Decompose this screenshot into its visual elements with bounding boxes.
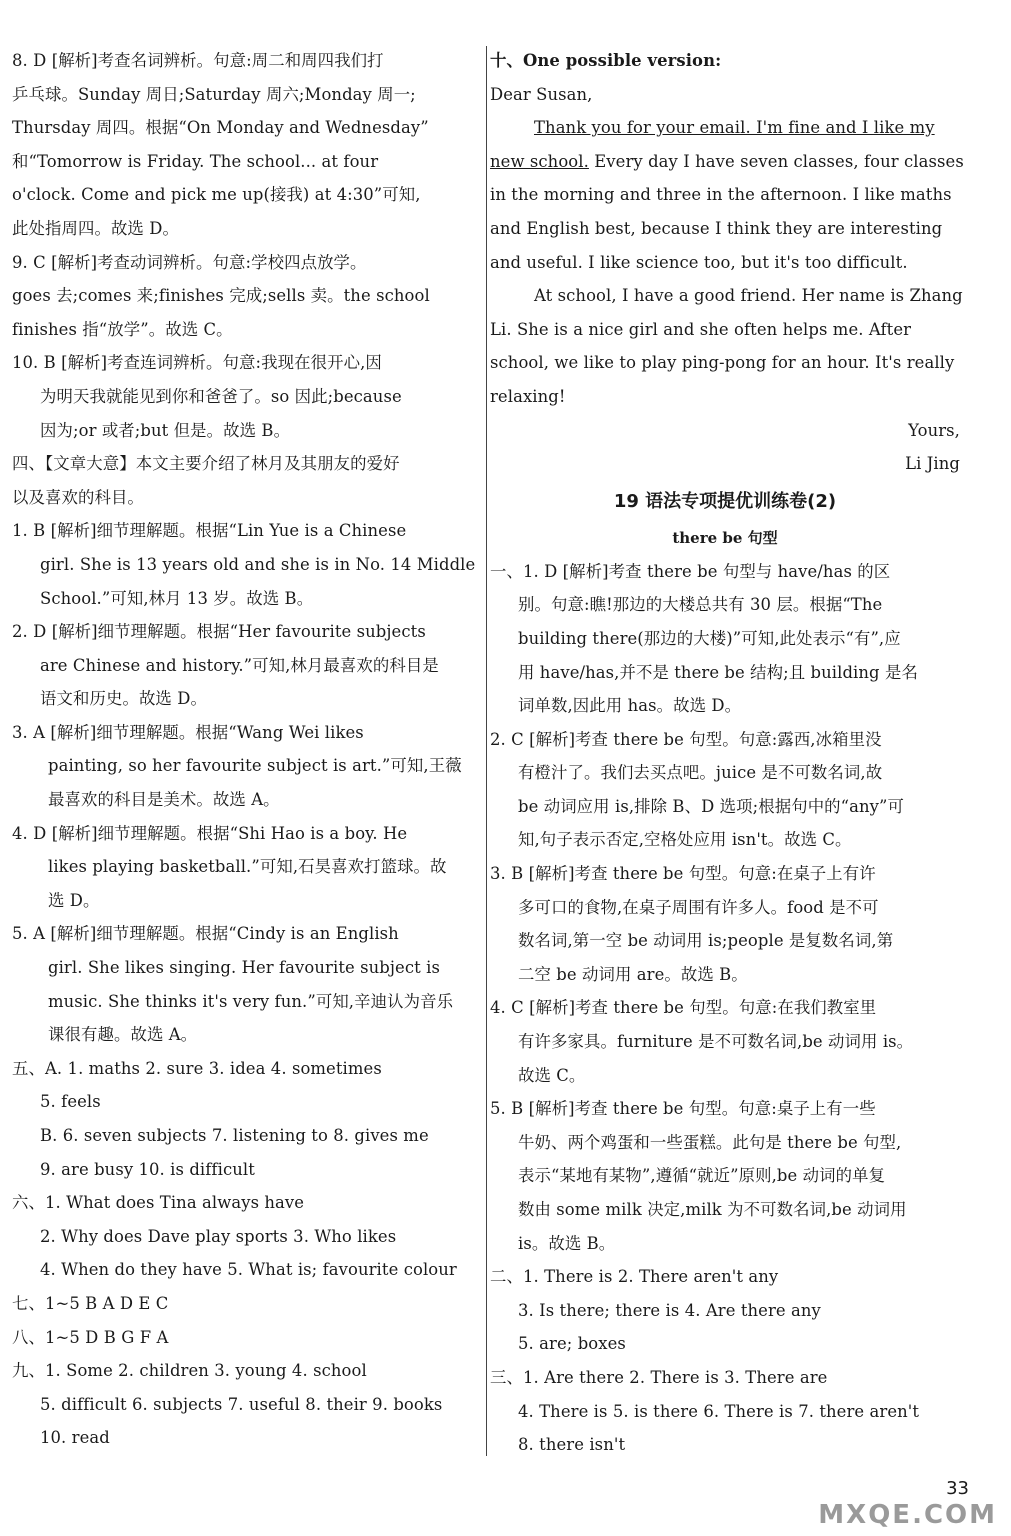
letter-underlined-text: new school.: [490, 151, 589, 171]
answer-line: 故选 C。: [518, 1065, 586, 1085]
letter-line: and useful. I like science too, but it's too difficult.: [490, 252, 908, 272]
answer-line: 2. Why does Dave play sports 3. Who likes: [40, 1226, 397, 1246]
answer-line: 3. A [解析]细节理解题。根据“Wang Wei likes: [12, 722, 364, 742]
answer-line: building there(那边的大楼)”可知,此处表示“有”,应: [518, 628, 901, 648]
answer-line: 牛奶、两个鸡蛋和一些蛋糕。此句是 there be 句型,: [518, 1132, 902, 1152]
answer-line: 最喜欢的科目是美术。故选 A。: [48, 790, 280, 810]
answer-line: 选 D。: [48, 890, 100, 910]
answer-line: School.”可知,林月 13 岁。故选 B。: [40, 588, 314, 608]
column-divider: [486, 46, 487, 1456]
answer-line: likes playing basketball.”可知,石昊喜欢打篮球。故: [48, 857, 447, 877]
answer-line: 2. D [解析]细节理解题。根据“Her favourite subjects: [12, 622, 426, 642]
answer-line: 九、1. Some 2. children 3. young 4. school: [12, 1361, 367, 1381]
answer-line: 10. B [解析]考查连词辨析。句意:我现在很开心,因: [12, 353, 382, 373]
letter-line: relaxing!: [490, 386, 566, 406]
answer-line: music. She thinks it's very fun.”可知,辛迪认为音乐: [48, 991, 454, 1011]
answer-line: 4. When do they have 5. What is; favourite colour: [40, 1260, 457, 1280]
answer-line: 一、1. D [解析]考查 there be 句型与 have/has 的区: [490, 561, 891, 581]
answer-line: 别。句意:瞧!那边的大楼总共有 30 层。根据“The: [518, 595, 883, 615]
letter-paragraph-2: [490, 279, 963, 413]
answer-line: 知,句子表示否定,空格处应用 isn't。故选 C。: [518, 830, 852, 850]
answer-line: 用 have/has,并不是 there be 结构;且 building 是名: [518, 662, 918, 682]
answer-line: 词单数,因此用 has。故选 D。: [518, 696, 742, 716]
answer-line: be 动词应用 is,排除 B、D 选项;根据句中的“any”可: [518, 796, 905, 816]
answer-line: 有许多家具。furniture 是不可数名词,be 动词用 is。: [518, 1032, 914, 1052]
answer-line: 9. C [解析]考查动词辨析。句意:学校四点放学。: [12, 252, 367, 272]
watermark-logo: MXQE.COM: [818, 1500, 997, 1530]
answer-line: 3. Is there; there is 4. Are there any: [518, 1300, 821, 1320]
answer-line: 为明天我就能见到你和爸爸了。so 因此;because: [40, 386, 402, 406]
section-title: 19 语法专项提优训练卷(2): [613, 490, 837, 512]
answer-line: 数由 some milk 决定,milk 为不可数名词,be 动词用: [518, 1200, 907, 1219]
page-number: 33: [946, 1478, 969, 1499]
answer-line: 5. feels: [40, 1092, 101, 1112]
answer-line: 二空 be 动词用 are。故选 B。: [518, 964, 748, 984]
letter-signature: Li Jing: [905, 454, 960, 474]
left-column: [12, 44, 482, 1455]
letter-paragraph-1: [490, 111, 964, 279]
answer-line: 四、【文章大意】本文主要介绍了林月及其朋友的爱好: [12, 454, 400, 474]
answer-line: 8. D [解析]考查名词辨析。句意:周二和周四我们打: [12, 51, 384, 70]
answer-line: o'clock. Come and pick me up(接我) at 4:30”可知,: [12, 185, 421, 205]
answer-line: 多可口的食物,在桌子周围有许多人。food 是不可: [518, 897, 879, 917]
letter-line: [490, 145, 964, 179]
answer-line: 三、1. Are there 2. There is 3. There are: [490, 1367, 828, 1387]
answer-line: 9. are busy 10. is difficult: [40, 1159, 255, 1179]
answer-line: goes 去;comes 来;finishes 完成;sells 卖。the school: [12, 286, 430, 306]
letter-line: in the morning and three in the afternoon. I like maths: [490, 185, 952, 205]
answer-line: 4. D [解析]细节理解题。根据“Shi Hao is a boy. He: [12, 823, 408, 843]
section-subtitle: there be 句型: [672, 528, 778, 547]
letter-line: school, we like to play ping-pong for an hour. It's really: [490, 353, 955, 373]
letter-line: Thank you for your email. I'm fine and I like my: [534, 118, 935, 138]
answer-line: 以及喜欢的科目。: [12, 487, 144, 507]
answer-line: 8. there isn't: [518, 1435, 626, 1455]
letter-line: At school, I have a good friend. Her name is Zhang: [534, 286, 963, 306]
letter-text: Every day I have seven classes, four classes: [588, 151, 964, 171]
writing-heading: 十、One possible version:: [490, 51, 722, 70]
answer-line: 六、1. What does Tina always have: [12, 1193, 305, 1213]
answer-line: 七、1~5 B A D E C: [12, 1293, 169, 1313]
answer-line: 2. C [解析]考查 there be 句型。句意:露西,冰箱里没: [490, 729, 882, 749]
letter-line: and English best, because I think they are interesting: [490, 218, 943, 238]
answer-line: 数名词,第一空 be 动词用 is;people 是复数名词,第: [518, 931, 894, 951]
answer-line: is。故选 B。: [518, 1233, 616, 1253]
answer-line: girl. She likes singing. Her favourite subject is: [48, 958, 440, 978]
answer-line: 此处指周四。故选 D。: [12, 218, 179, 238]
answer-line: 语文和历史。故选 D。: [40, 689, 207, 709]
answer-line: 有橙汁了。我们去买点吧。juice 是不可数名词,故: [518, 763, 883, 783]
answer-line: are Chinese and history.”可知,林月最喜欢的科目是: [40, 655, 439, 675]
answer-line: 和“Tomorrow is Friday. The school... at four: [12, 151, 379, 171]
answer-line: 4. C [解析]考查 there be 句型。句意:在我们教室里: [490, 998, 877, 1018]
answer-line: girl. She is 13 years old and she is in No. 14 Middle: [40, 554, 476, 574]
answer-line: Thursday 周四。根据“On Monday and Wednesday”: [12, 118, 429, 138]
right-answer-lines: [490, 555, 960, 1462]
answer-line: 二、1. There is 2. There aren't any: [490, 1267, 779, 1287]
answer-line: 5. A [解析]细节理解题。根据“Cindy is an English: [12, 924, 399, 944]
right-column: [490, 44, 964, 1462]
answer-line: 八、1~5 D B G F A: [12, 1327, 169, 1347]
answer-line: 10. read: [40, 1428, 110, 1448]
answer-line: 3. B [解析]考查 there be 句型。句意:在桌子上有许: [490, 864, 876, 884]
answer-line: 5. difficult 6. subjects 7. useful 8. their 9. books: [40, 1394, 443, 1414]
answer-line: 乒乓球。Sunday 周日;Saturday 周六;Monday 周一;: [12, 84, 416, 104]
answer-line: 4. There is 5. is there 6. There is 7. there aren't: [518, 1401, 920, 1421]
letter-greeting: Dear Susan,: [490, 84, 593, 104]
answer-line: 五、A. 1. maths 2. sure 3. idea 4. sometimes: [12, 1058, 382, 1078]
answer-line: 5. B [解析]考查 there be 句型。句意:桌子上有一些: [490, 1099, 876, 1119]
answer-line: painting, so her favourite subject is art.”可知,王薇: [48, 756, 462, 776]
answer-line: 因为;or 或者;but 但是。故选 B。: [40, 420, 291, 440]
letter-line: Li. She is a nice girl and she often helps me. After: [490, 319, 912, 339]
answer-line: 5. are; boxes: [518, 1334, 626, 1354]
answer-line: 课很有趣。故选 A。: [48, 1025, 198, 1045]
letter-closing: Yours,: [908, 420, 960, 440]
answer-line: finishes 指“放学”。故选 C。: [12, 319, 233, 339]
answer-line: 1. B [解析]细节理解题。根据“Lin Yue is a Chinese: [12, 521, 407, 541]
answer-line: B. 6. seven subjects 7. listening to 8. gives me: [40, 1126, 429, 1145]
answer-line: 表示“某地有某物”,遵循“就近”原则,be 动词的单复: [518, 1166, 886, 1186]
